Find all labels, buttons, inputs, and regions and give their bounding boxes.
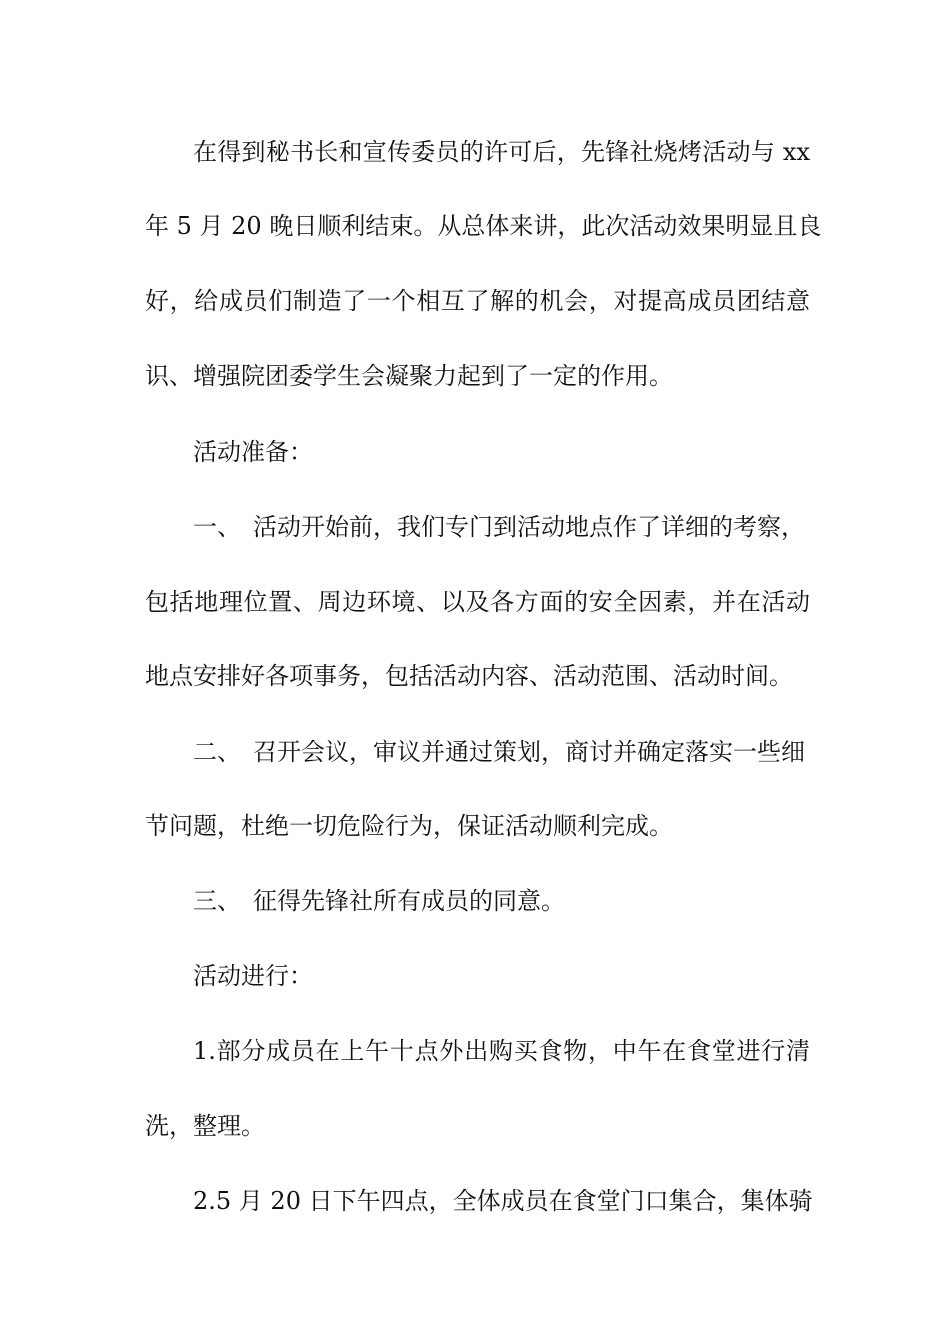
paragraph-line: 洗，整理。 [145,1112,265,1140]
list-marker: 一、 [193,513,241,541]
paragraph-line: 年 5 月 20 晚日顺利结束。从总体来讲，此次活动效果明显且良 [145,212,822,240]
paragraph-line: 在得到秘书长和宣传委员的许可后，先锋社烧烤活动与 xx [193,138,810,166]
paragraph-line: 好，给成员们制造了一个相互了解的机会，对提高成员团结意 [145,287,810,315]
list-item [193,881,810,921]
list-item-text: 召开会议，审议并通过策划，商讨并确定落实一些细 [253,738,805,766]
list-item [193,732,810,772]
paragraph-line: 地点安排好各项事务，包括活动内容、活动范围、活动时间。 [145,662,793,690]
list-item-text: 征得先锋社所有成员的同意。 [253,887,565,915]
paragraph-line: 包括地理位置、周边环境、以及各方面的安全因素，并在活动 [145,588,810,616]
list-item-text: 活动开始前，我们专门到活动地点作了详细的考察， [253,513,805,541]
section-heading: 活动准备： [193,438,313,466]
list-marker: 二、 [193,738,241,766]
paragraph-line: 1.部分成员在上午十点外出购买食物，中午在食堂进行清 [193,1037,810,1065]
section-heading: 活动进行： [193,962,313,990]
paragraph-line: 2.5 月 20 日下午四点，全体成员在食堂门口集合，集体骑 [193,1187,813,1215]
paragraph-line: 识、增强院团委学生会凝聚力起到了一定的作用。 [145,362,673,390]
list-item [193,507,810,547]
paragraph-line: 节问题，杜绝一切危险行为，保证活动顺利完成。 [145,812,673,840]
list-marker: 三、 [193,887,241,915]
